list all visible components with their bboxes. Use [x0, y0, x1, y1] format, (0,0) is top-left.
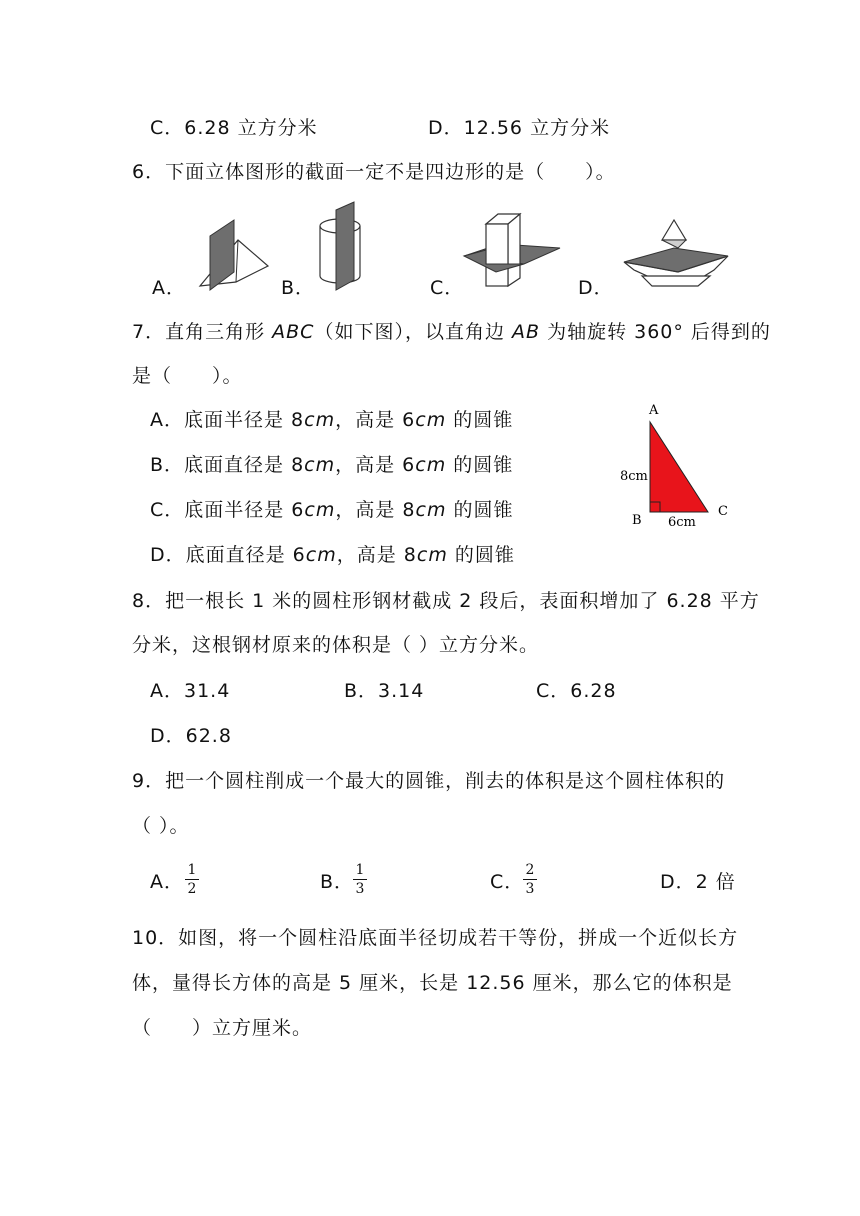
q7-label-ab-length: 8cm	[620, 469, 648, 484]
q9-stem-line1: 9．把一个圆柱削成一个最大的圆锥，削去的体积是这个圆柱体积的	[132, 770, 726, 792]
q7-option-a: A．底面半径是 8cm，高是 6cm 的圆锥	[150, 409, 514, 431]
q6-option-d-label: D．	[578, 277, 614, 299]
q9-option-c-fraction: 2 3	[522, 862, 538, 897]
q7-right-triangle-figure	[612, 398, 742, 533]
q7-stem-line2: 是（ ）。	[132, 365, 243, 387]
q8-option-d: D．62.8	[150, 725, 232, 747]
q9-option-c-label: C．	[490, 871, 525, 893]
q6-option-a-label: A．	[152, 277, 186, 299]
q10-stem-line1: 10．如图，将一个圆柱沿底面半径切成若干等份，拼成一个近似长方	[132, 927, 739, 949]
q6-figure-d-frustum-section	[614, 220, 734, 290]
q6-figure-b-cylinder-section	[318, 202, 378, 292]
q7-label-bc-length: 6cm	[668, 515, 696, 530]
q8-option-a: A．31.4	[150, 680, 231, 702]
q7-label-c: C	[718, 504, 728, 519]
q5-option-d: D．12.56 立方分米	[428, 117, 611, 139]
q7-stem-line1: 7．直角三角形 ABC（如下图），以直角边 AB 为轴旋转 360° 后得到的	[132, 321, 771, 343]
q9-stem-line2: （ ）。	[132, 815, 190, 837]
q9-option-b-fraction: 1 3	[352, 862, 368, 897]
q8-option-c: C．6.28	[536, 680, 617, 702]
q8-stem-line1: 8．把一根长 1 米的圆柱形钢材截成 2 段后，表面积增加了 6.28 平方	[132, 590, 760, 612]
q9-option-d: D．2 倍	[660, 871, 736, 893]
q6-option-b-label: B．	[281, 277, 316, 299]
q5-option-c: C．6.28 立方分米	[150, 117, 318, 139]
q7-triangle	[650, 422, 708, 512]
q6-figure-a-pyramid-section	[190, 220, 280, 292]
q9-option-a-fraction: 1 2	[184, 862, 200, 897]
q8-option-b: B．3.14	[344, 680, 425, 702]
q10-stem-line3: （ ）立方厘米。	[132, 1017, 313, 1039]
q6-option-c-label: C．	[430, 277, 465, 299]
q7-option-b: B．底面直径是 8cm，高是 6cm 的圆锥	[150, 454, 514, 476]
q7-label-a: A	[649, 403, 659, 418]
q7-option-c: C．底面半径是 6cm，高是 8cm 的圆锥	[150, 499, 514, 521]
q6-figure-c-cube-section	[464, 212, 564, 292]
q6-stem: 6．下面立体图形的截面一定不是四边形的是（ ）。	[132, 161, 616, 183]
q9-option-a-label: A．	[150, 871, 184, 893]
q9-option-b-label: B．	[320, 871, 355, 893]
q7-option-d: D．底面直径是 6cm，高是 8cm 的圆锥	[150, 544, 515, 566]
q7-label-b: B	[632, 513, 642, 528]
q10-stem-line2: 体，量得长方体的高是 5 厘米，长是 12.56 厘米，那么它的体积是	[132, 972, 733, 994]
q8-stem-line2: 分米，这根钢材原来的体积是（ ）立方分米。	[132, 634, 540, 656]
